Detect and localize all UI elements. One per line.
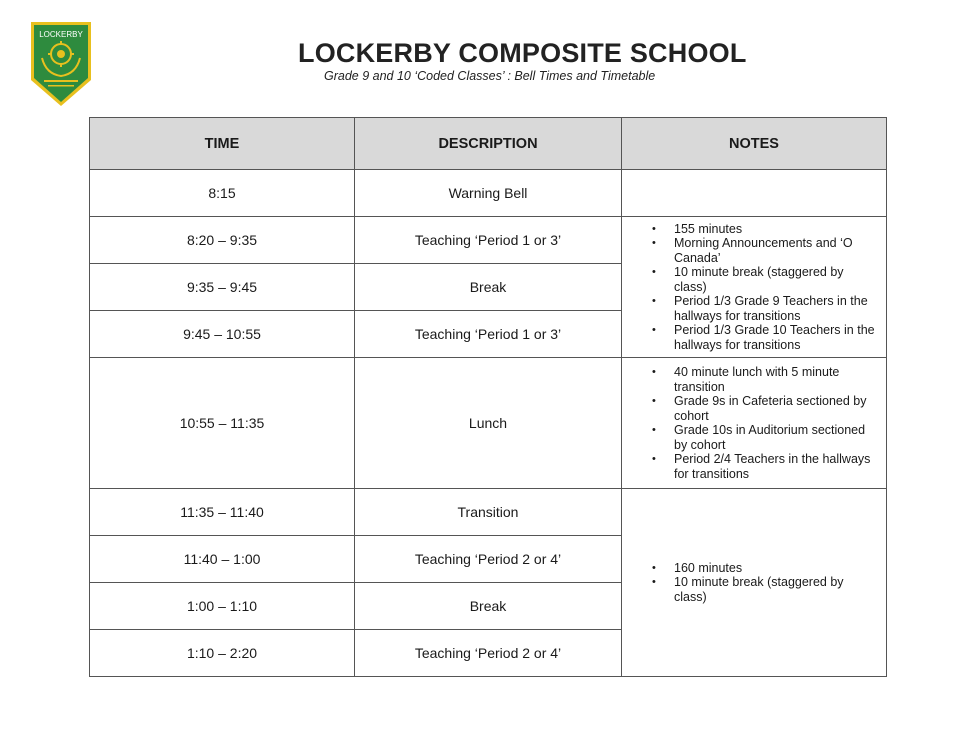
school-logo	[28, 18, 94, 108]
bell-times-table	[89, 117, 887, 677]
logo-wordmark: LOCKERBY	[39, 30, 83, 39]
description-cell: Break	[355, 583, 622, 630]
time-cell: 1:10 – 2:20	[90, 630, 355, 677]
notes-cell-afternoon	[622, 489, 887, 677]
description-cell: Warning Bell	[355, 170, 622, 217]
notes-cell-morning	[622, 217, 887, 358]
notes-cell-empty	[622, 170, 887, 217]
description-cell: Break	[355, 264, 622, 311]
table-row	[90, 170, 887, 217]
time-cell: 8:20 – 9:35	[90, 217, 355, 264]
description-cell: Teaching ‘Period 2 or 4’	[355, 630, 622, 677]
time-cell: 1:00 – 1:10	[90, 583, 355, 630]
note-item: • 40 minute lunch with 5 minute transition	[652, 365, 876, 394]
description-cell: Lunch	[355, 358, 622, 489]
note-item: • 10 minute break (staggered by class)	[652, 265, 876, 294]
note-item: • 155 minutes	[652, 222, 876, 237]
note-item: • Period 2/4 Teachers in the hallways for transitions	[652, 452, 876, 481]
description-cell: Teaching ‘Period 2 or 4’	[355, 536, 622, 583]
note-item: • Period 1/3 Grade 9 Teachers in the hallways for transitions	[652, 294, 876, 323]
time-cell: 8:15	[90, 170, 355, 217]
note-item: • Morning Announcements and ‘O Canada’	[652, 236, 876, 265]
header-time: TIME	[90, 118, 355, 170]
description-cell: Teaching ‘Period 1 or 3’	[355, 311, 622, 358]
page-title: LOCKERBY COMPOSITE SCHOOL	[298, 38, 747, 68]
table-row	[90, 217, 887, 264]
header-notes: NOTES	[622, 118, 887, 170]
notes-list	[652, 561, 876, 605]
note-item: • Grade 10s in Auditorium sectioned by cohort	[652, 423, 876, 452]
time-cell: 10:55 – 11:35	[90, 358, 355, 489]
time-cell: 9:35 – 9:45	[90, 264, 355, 311]
notes-list	[652, 222, 876, 353]
note-item: • Period 1/3 Grade 10 Teachers in the hallways for transitions	[652, 323, 876, 352]
time-cell: 9:45 – 10:55	[90, 311, 355, 358]
notes-list	[652, 365, 876, 481]
note-item: • 160 minutes	[652, 561, 876, 576]
time-cell: 11:40 – 1:00	[90, 536, 355, 583]
description-cell: Teaching ‘Period 1 or 3’	[355, 217, 622, 264]
table-header-row	[90, 118, 887, 170]
note-item: • 10 minute break (staggered by class)	[652, 575, 876, 604]
note-item: • Grade 9s in Cafeteria sectioned by cohort	[652, 394, 876, 423]
table-row	[90, 358, 887, 489]
header-description: DESCRIPTION	[355, 118, 622, 170]
time-cell: 11:35 – 11:40	[90, 489, 355, 536]
page-subtitle: Grade 9 and 10 ‘Coded Classes’ : Bell Times and Timetable	[324, 69, 656, 83]
notes-cell-lunch	[622, 358, 887, 489]
description-cell: Transition	[355, 489, 622, 536]
table-row	[90, 489, 887, 536]
